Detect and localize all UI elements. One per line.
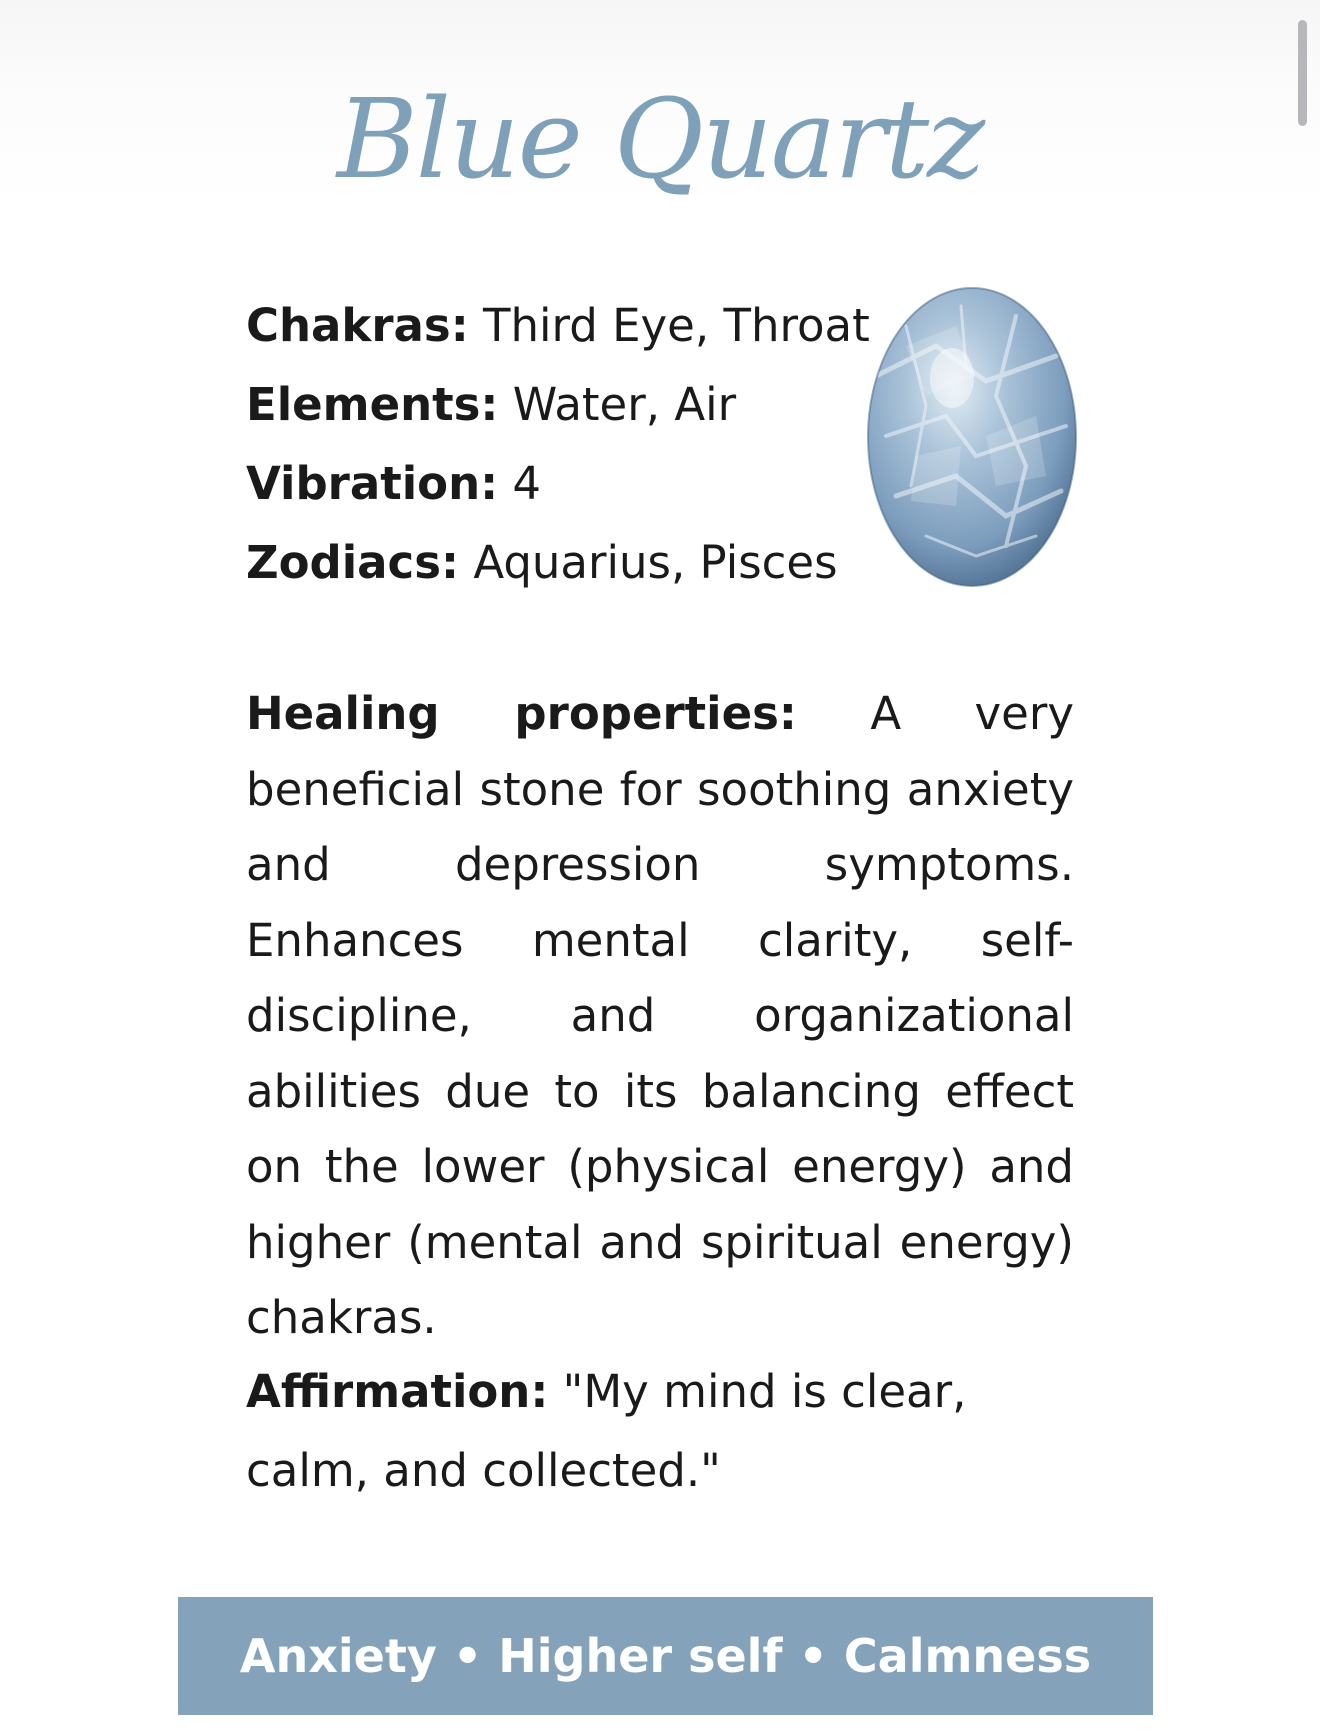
healing-text: A very beneficial stone for soothing anxiety and depression symptoms. Enhances mental clarity, self-discipline, and organizational abilities due to its balancing effect on the lower (physical energy) and higher (mental and spiritual energy) chakras. bbox=[246, 687, 1075, 1344]
affirmation-label: Affirmation: bbox=[246, 1365, 549, 1418]
blue-quartz-stone-image bbox=[866, 286, 1078, 588]
tags-banner bbox=[178, 1597, 1153, 1715]
fact-label: Elements: bbox=[246, 378, 499, 431]
stone-facts bbox=[246, 286, 870, 602]
affirmation-text: "My mind is clear, calm, and collected." bbox=[246, 1365, 967, 1497]
fact-value: Third Eye, Throat bbox=[468, 299, 870, 352]
page-title: Blue Quartz bbox=[336, 75, 984, 203]
tags-text: Anxiety • Higher self • Calmness bbox=[239, 1629, 1092, 1683]
fact-label: Vibration: bbox=[246, 457, 499, 510]
fact-value: Aquarius, Pisces bbox=[459, 536, 838, 589]
fact-chakras bbox=[246, 286, 870, 365]
affirmation bbox=[246, 1352, 1046, 1510]
fact-label: Chakras: bbox=[246, 299, 469, 352]
fact-value: Water, Air bbox=[498, 378, 737, 431]
fact-value: 4 bbox=[498, 457, 542, 510]
fact-label: Zodiacs: bbox=[246, 536, 460, 589]
fact-zodiacs bbox=[246, 523, 846, 602]
healing-label: Healing properties: bbox=[246, 687, 797, 740]
healing-properties bbox=[246, 676, 1074, 1356]
fact-elements bbox=[246, 365, 846, 444]
fact-vibration bbox=[246, 444, 846, 523]
